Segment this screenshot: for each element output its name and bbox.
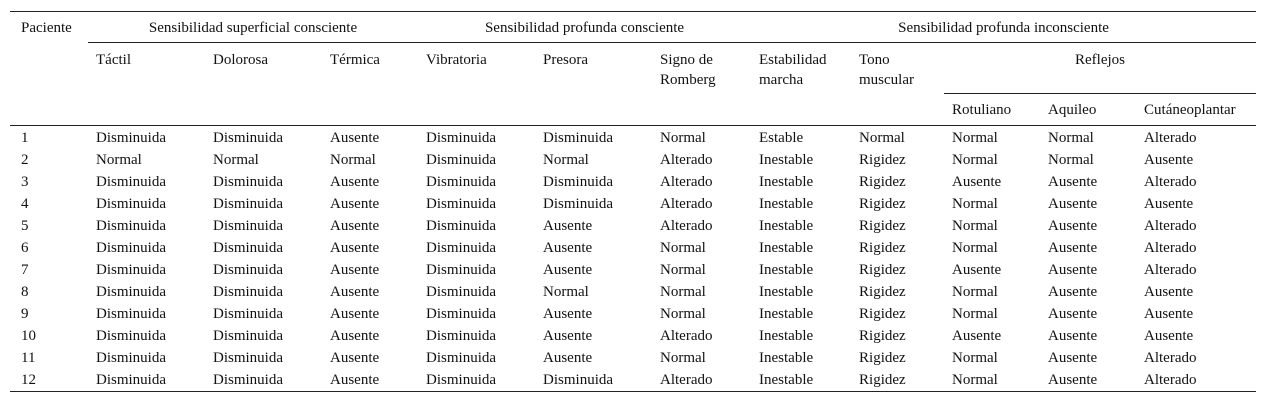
cell-vibratoria: Disminuida bbox=[426, 306, 497, 322]
cell-dolorosa: Disminuida bbox=[213, 328, 283, 344]
table-row bbox=[10, 259, 1256, 281]
header-tono: Tono muscular bbox=[851, 43, 944, 126]
cell-aquileo: Ausente bbox=[1048, 196, 1098, 212]
cell-cutaneoplantar: Alterado bbox=[1144, 218, 1197, 234]
cell-aquileo: Ausente bbox=[1048, 328, 1098, 344]
table-row bbox=[10, 303, 1256, 325]
cell-cutaneoplantar: Alterado bbox=[1136, 369, 1256, 392]
cell-romberg: Normal bbox=[660, 306, 706, 322]
cell-rotuliano: Normal bbox=[944, 369, 1040, 392]
header-tactil: Táctil bbox=[88, 43, 205, 126]
cell-dolorosa: Disminuida bbox=[213, 218, 283, 234]
cell-paciente: 10 bbox=[21, 328, 36, 344]
cell-rotuliano: Normal bbox=[952, 196, 998, 212]
cell-paciente: 1 bbox=[21, 130, 29, 146]
cell-dolorosa: Normal bbox=[213, 152, 259, 168]
cell-romberg: Normal bbox=[660, 240, 706, 256]
cell-presora: Normal bbox=[543, 284, 589, 300]
table-row bbox=[10, 369, 1256, 392]
cell-estabilidad: Inestable bbox=[751, 369, 851, 392]
cell-dolorosa: Disminuida bbox=[213, 306, 283, 322]
cell-tono: Rigidez bbox=[859, 328, 906, 344]
cell-estabilidad: Inestable bbox=[759, 196, 814, 212]
header-romberg: Signo de Romberg bbox=[652, 43, 751, 126]
cell-paciente: 4 bbox=[21, 196, 29, 212]
cell-romberg: Alterado bbox=[660, 152, 713, 168]
table-row bbox=[10, 347, 1256, 369]
cell-cutaneoplantar: Alterado bbox=[1144, 262, 1197, 278]
cell-presora: Ausente bbox=[543, 262, 593, 278]
table-row bbox=[10, 193, 1256, 215]
cell-dolorosa: Disminuida bbox=[213, 130, 283, 146]
cell-rotuliano: Ausente bbox=[952, 174, 1002, 190]
cell-romberg: Alterado bbox=[652, 369, 751, 392]
cell-paciente: 3 bbox=[21, 174, 29, 190]
header-group-superficial: Sensibilidad superficial consciente bbox=[88, 12, 418, 43]
cell-rotuliano: Ausente bbox=[952, 262, 1002, 278]
header-vibratoria: Vibratoria bbox=[418, 43, 535, 126]
table-wrapper bbox=[10, 11, 1256, 392]
cell-romberg: Alterado bbox=[660, 218, 713, 234]
cell-presora: Ausente bbox=[543, 240, 593, 256]
cell-tono: Rigidez bbox=[859, 284, 906, 300]
cell-termica: Ausente bbox=[330, 262, 380, 278]
cell-termica: Ausente bbox=[330, 350, 380, 366]
cell-tono: Rigidez bbox=[859, 306, 906, 322]
cell-rotuliano: Normal bbox=[952, 240, 998, 256]
cell-tono: Rigidez bbox=[859, 240, 906, 256]
header-estabilidad: Estabilidad marcha bbox=[751, 43, 851, 126]
cell-romberg: Alterado bbox=[660, 196, 713, 212]
cell-presora: Disminuida bbox=[535, 369, 652, 392]
cell-termica: Ausente bbox=[330, 174, 380, 190]
cell-presora: Ausente bbox=[543, 306, 593, 322]
cell-aquileo: Ausente bbox=[1048, 306, 1098, 322]
cell-vibratoria: Disminuida bbox=[418, 369, 535, 392]
cell-estabilidad: Inestable bbox=[759, 218, 814, 234]
cell-vibratoria: Disminuida bbox=[426, 328, 497, 344]
cell-cutaneoplantar: Ausente bbox=[1144, 152, 1194, 168]
cell-estabilidad: Inestable bbox=[759, 240, 814, 256]
header-cutaneoplantar: Cutáneoplantar bbox=[1136, 94, 1256, 126]
cell-estabilidad: Inestable bbox=[759, 306, 814, 322]
sensibility-table bbox=[10, 11, 1256, 392]
cell-dolorosa: Disminuida bbox=[213, 240, 283, 256]
cell-tono: Rigidez bbox=[859, 196, 906, 212]
cell-paciente: 9 bbox=[21, 306, 29, 322]
header-group-profunda-consciente: Sensibilidad profunda consciente bbox=[418, 12, 751, 43]
table-row bbox=[10, 149, 1256, 171]
cell-tactil: Disminuida bbox=[96, 218, 166, 234]
cell-vibratoria: Disminuida bbox=[426, 262, 497, 278]
cell-vibratoria: Disminuida bbox=[426, 240, 497, 256]
cell-estabilidad: Inestable bbox=[759, 284, 814, 300]
cell-presora: Ausente bbox=[543, 350, 593, 366]
cell-aquileo: Ausente bbox=[1048, 262, 1098, 278]
header-presora: Presora bbox=[535, 43, 652, 126]
cell-tono: Rigidez bbox=[859, 152, 906, 168]
cell-dolorosa: Disminuida bbox=[205, 369, 322, 392]
cell-aquileo: Ausente bbox=[1048, 240, 1098, 256]
table-header bbox=[10, 12, 1256, 126]
cell-aquileo: Ausente bbox=[1048, 350, 1098, 366]
cell-cutaneoplantar: Ausente bbox=[1144, 284, 1194, 300]
cell-cutaneoplantar: Ausente bbox=[1144, 196, 1194, 212]
cell-romberg: Normal bbox=[660, 130, 706, 146]
cell-dolorosa: Disminuida bbox=[213, 196, 283, 212]
cell-romberg: Alterado bbox=[660, 328, 713, 344]
cell-cutaneoplantar: Alterado bbox=[1144, 240, 1197, 256]
cell-vibratoria: Disminuida bbox=[426, 174, 497, 190]
cell-dolorosa: Disminuida bbox=[213, 284, 283, 300]
cell-estabilidad: Estable bbox=[759, 130, 804, 146]
cell-aquileo: Ausente bbox=[1040, 369, 1136, 392]
cell-tactil: Disminuida bbox=[96, 240, 166, 256]
cell-vibratoria: Disminuida bbox=[426, 284, 497, 300]
cell-estabilidad: Inestable bbox=[759, 350, 814, 366]
cell-presora: Ausente bbox=[543, 218, 593, 234]
cell-paciente: 6 bbox=[21, 240, 29, 256]
cell-termica: Ausente bbox=[330, 284, 380, 300]
cell-termica: Ausente bbox=[330, 328, 380, 344]
cell-aquileo: Normal bbox=[1048, 130, 1094, 146]
cell-tono: Rigidez bbox=[859, 262, 906, 278]
cell-aquileo: Normal bbox=[1048, 152, 1094, 168]
cell-tactil: Disminuida bbox=[96, 350, 166, 366]
cell-estabilidad: Inestable bbox=[759, 174, 814, 190]
table-row bbox=[10, 171, 1256, 193]
cell-aquileo: Ausente bbox=[1048, 218, 1098, 234]
cell-termica: Ausente bbox=[330, 218, 380, 234]
cell-tono: Rigidez bbox=[859, 174, 906, 190]
cell-paciente: 8 bbox=[21, 284, 29, 300]
cell-rotuliano: Normal bbox=[952, 218, 998, 234]
cell-tactil: Disminuida bbox=[96, 196, 166, 212]
cell-cutaneoplantar: Alterado bbox=[1144, 130, 1197, 146]
cell-dolorosa: Disminuida bbox=[213, 174, 283, 190]
header-rotuliano: Rotuliano bbox=[944, 94, 1040, 126]
cell-cutaneoplantar: Ausente bbox=[1144, 328, 1194, 344]
cell-tactil: Disminuida bbox=[96, 306, 166, 322]
cell-rotuliano: Normal bbox=[952, 284, 998, 300]
cell-tono: Rigidez bbox=[859, 218, 906, 234]
cell-rotuliano: Normal bbox=[952, 350, 998, 366]
cell-rotuliano: Normal bbox=[952, 306, 998, 322]
cell-tactil: Normal bbox=[96, 152, 142, 168]
table-row bbox=[10, 237, 1256, 259]
cell-romberg: Normal bbox=[660, 262, 706, 278]
cell-cutaneoplantar: Ausente bbox=[1144, 306, 1194, 322]
cell-paciente: 7 bbox=[21, 262, 29, 278]
cell-cutaneoplantar: Alterado bbox=[1144, 350, 1197, 366]
cell-vibratoria: Disminuida bbox=[426, 196, 497, 212]
cell-presora: Disminuida bbox=[543, 130, 614, 146]
header-group-profunda-inconsciente: Sensibilidad profunda inconsciente bbox=[751, 12, 1256, 43]
cell-tactil: Disminuida bbox=[96, 130, 166, 146]
cell-tactil: Disminuida bbox=[96, 174, 166, 190]
header-dolorosa: Dolorosa bbox=[205, 43, 322, 126]
table-row bbox=[10, 126, 1256, 150]
cell-rotuliano: Ausente bbox=[952, 328, 1002, 344]
cell-vibratoria: Disminuida bbox=[426, 130, 497, 146]
cell-paciente: 2 bbox=[21, 152, 29, 168]
cell-tono: Normal bbox=[859, 130, 905, 146]
cell-tactil: Disminuida bbox=[88, 369, 205, 392]
table-row bbox=[10, 325, 1256, 347]
header-patient: Paciente bbox=[10, 12, 88, 126]
cell-termica: Ausente bbox=[330, 306, 380, 322]
cell-rotuliano: Normal bbox=[952, 152, 998, 168]
cell-paciente: 12 bbox=[10, 369, 88, 392]
cell-tactil: Disminuida bbox=[96, 328, 166, 344]
cell-paciente: 11 bbox=[21, 350, 36, 366]
cell-presora: Ausente bbox=[543, 328, 593, 344]
cell-rotuliano: Normal bbox=[952, 130, 998, 146]
cell-estabilidad: Inestable bbox=[759, 152, 814, 168]
cell-presora: Normal bbox=[543, 152, 589, 168]
table-body bbox=[10, 126, 1256, 392]
cell-termica: Ausente bbox=[322, 369, 418, 392]
cell-termica: Ausente bbox=[330, 240, 380, 256]
cell-presora: Disminuida bbox=[543, 174, 614, 190]
cell-estabilidad: Inestable bbox=[759, 262, 814, 278]
header-termica: Térmica bbox=[322, 43, 418, 126]
table-row bbox=[10, 281, 1256, 303]
table-row bbox=[10, 215, 1256, 237]
cell-tactil: Disminuida bbox=[96, 284, 166, 300]
cell-estabilidad: Inestable bbox=[759, 328, 814, 344]
header-aquileo: Aquileo bbox=[1040, 94, 1136, 126]
cell-dolorosa: Disminuida bbox=[213, 262, 283, 278]
cell-vibratoria: Disminuida bbox=[426, 218, 497, 234]
cell-tactil: Disminuida bbox=[96, 262, 166, 278]
cell-paciente: 5 bbox=[21, 218, 29, 234]
cell-romberg: Normal bbox=[660, 284, 706, 300]
cell-aquileo: Ausente bbox=[1048, 284, 1098, 300]
cell-presora: Disminuida bbox=[543, 196, 614, 212]
cell-cutaneoplantar: Alterado bbox=[1144, 174, 1197, 190]
cell-tono: Rigidez bbox=[851, 369, 944, 392]
cell-termica: Ausente bbox=[330, 130, 380, 146]
cell-termica: Ausente bbox=[330, 196, 380, 212]
header-reflejos: Reflejos bbox=[944, 43, 1256, 94]
cell-aquileo: Ausente bbox=[1048, 174, 1098, 190]
cell-vibratoria: Disminuida bbox=[426, 152, 497, 168]
cell-tono: Rigidez bbox=[859, 350, 906, 366]
cell-termica: Normal bbox=[330, 152, 376, 168]
cell-romberg: Normal bbox=[660, 350, 706, 366]
cell-romberg: Alterado bbox=[660, 174, 713, 190]
cell-vibratoria: Disminuida bbox=[426, 350, 497, 366]
cell-dolorosa: Disminuida bbox=[213, 350, 283, 366]
